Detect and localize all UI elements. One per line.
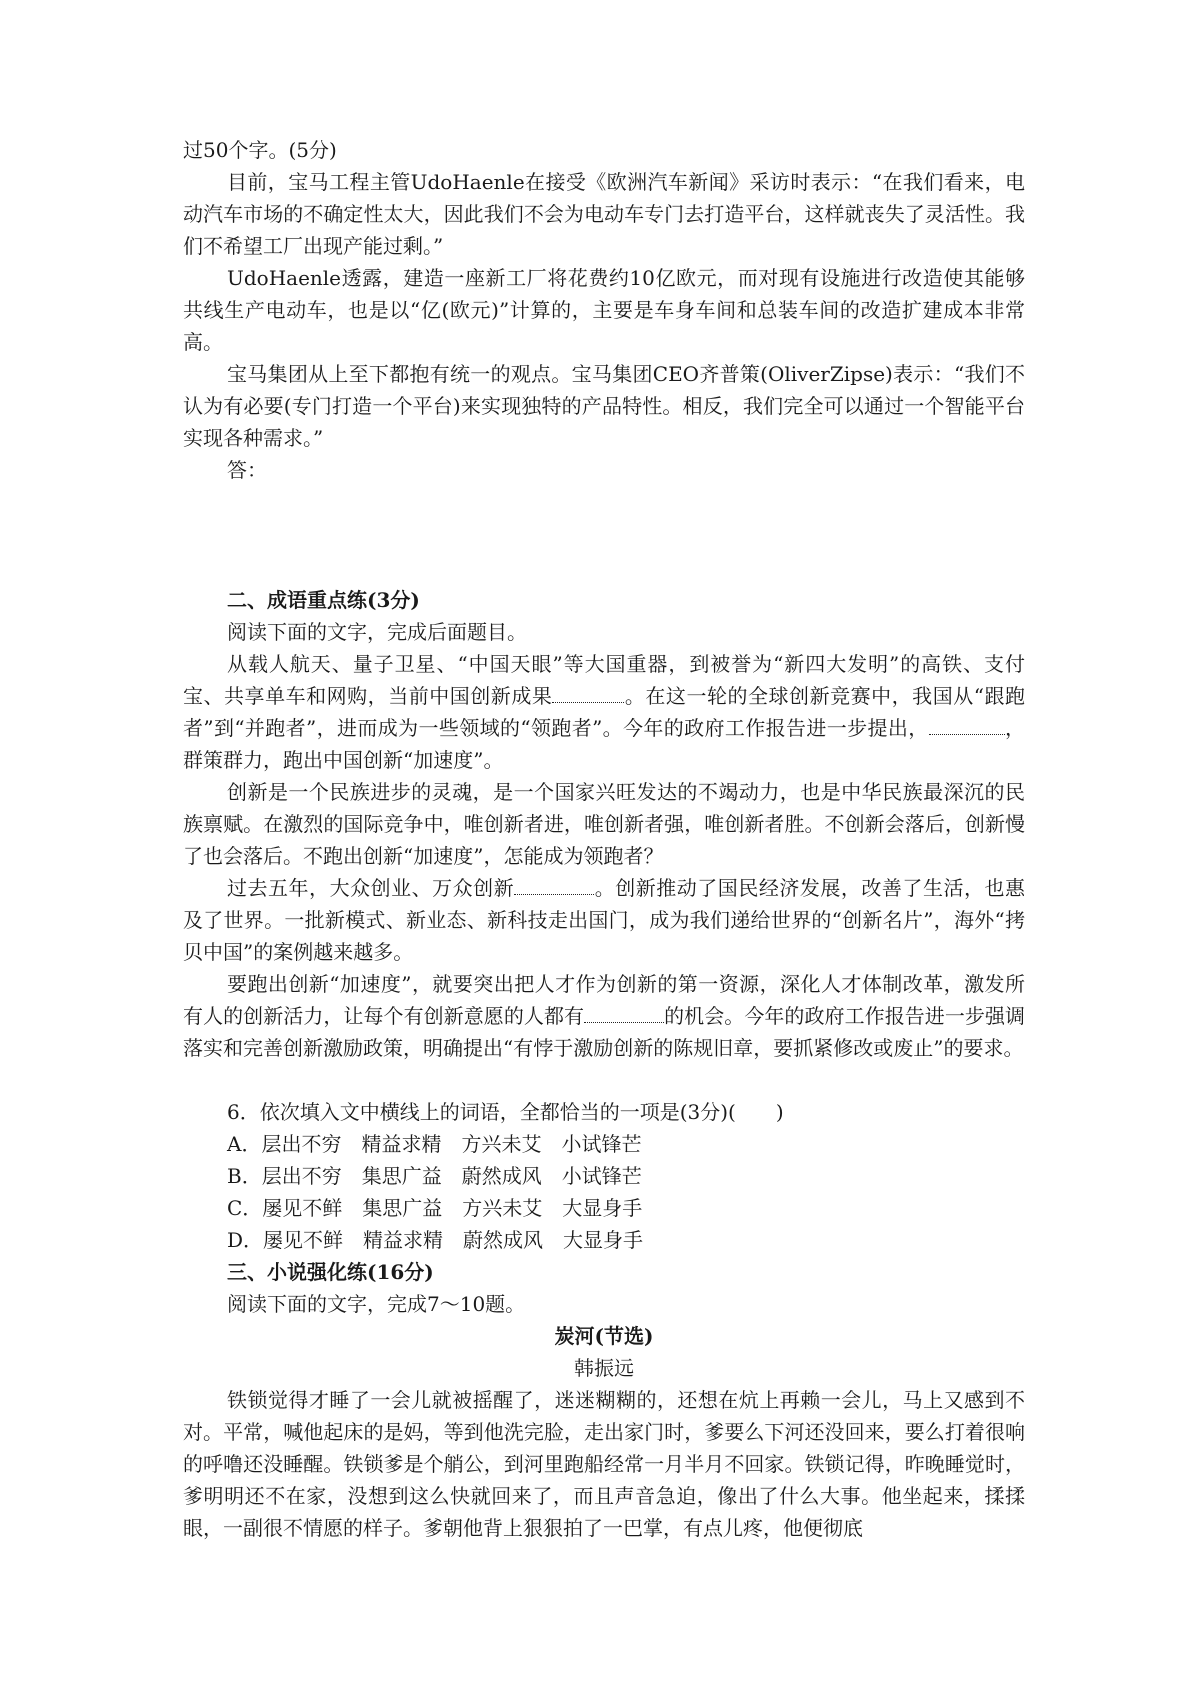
idiom-paragraph-4 [183, 968, 1025, 1064]
option-a: A．层出不穷 精益求精 方兴未艾 小试锋芒 [227, 1132, 642, 1156]
fill-blank-3 [514, 872, 594, 895]
fill-blank-2 [929, 712, 1005, 735]
section-2-instruction: 阅读下面的文字，完成后面题目。 [227, 620, 527, 644]
section-3-instruction: 阅读下面的文字，完成7～10题。 [227, 1292, 526, 1316]
paragraph-text: 的机会。今年的政府工作报告进一步强调落实和完善创新激励政策，明确提出“有悖于激励创新的陈规旧章，要抓紧修改或废止”的要求。 [183, 1004, 1026, 1060]
idiom-paragraph-3 [183, 872, 1025, 968]
story-author: 韩振远 [574, 1356, 634, 1380]
bmw-paragraph-1: 目前，宝马工程主管UdoHaenle在接受《欧洲汽车新闻》采访时表示：“在我们看来，电动汽车市场的不确定性太大，因此我们不会为电动车专门去打造平台，这样就丧失了灵活性。我们不希望工厂出现产能过剩。” [183, 170, 1025, 258]
section-3-title: 三、小说强化练(16分) [227, 1260, 434, 1284]
section-2-title: 二、成语重点练(3分) [227, 588, 420, 612]
answer-label: 答： [227, 458, 267, 482]
bmw-paragraph-2: UdoHaenle透露，建造一座新工厂将花费约10亿欧元，而对现有设施进行改造使其能够共线生产电动车，也是以“亿(欧元)”计算的，主要是车身车间和总装车间的改造扩建成本非常高。 [183, 266, 1025, 354]
fill-blank-1 [552, 680, 624, 703]
option-b: B．层出不穷 集思广益 蔚然成风 小试锋芒 [227, 1164, 642, 1188]
story-paragraph-1: 铁锁觉得才睡了一会儿就被摇醒了，迷迷糊糊的，还想在炕上再赖一会儿，马上又感到不对。平常，喊他起床的是妈，等到他洗完脸，走出家门时，爹要么下河还没回来，要么打着很响的呼噜还没睡醒。铁锁爹是个艄公，到河里跑船经常一月半月不回家。铁锁记得，昨晚睡觉时，爹明明还不在家，没想到这么快就回来了，而且声音急迫，像出了什么大事。他坐起来，揉揉眼，一副很不情愿的样子。爹朝他背上狠狠拍了一巴掌，有点儿疼，他便彻底 [183, 1388, 1025, 1540]
paragraph-text: 。在这一轮的全球创新竞赛中，我国从“跟跑者”到“并跑者”，进而成为一些领域的“领跑者”。今年的政府工作报告进一步提出， [183, 684, 1026, 740]
paragraph-text: 从载人航天、量子卫星、“中国天眼”等大国重器，到被誉为“新四大发明”的高铁、支付宝、共享单车和网购，当前中国创新成果 [183, 652, 1025, 708]
story-title: 炭河(节选) [554, 1324, 654, 1348]
fill-blank-4 [584, 1000, 664, 1023]
idiom-paragraph-2: 创新是一个民族进步的灵魂，是一个国家兴旺发达的不竭动力，也是中华民族最深沉的民族禀赋。在激烈的国际竞争中，唯创新者进，唯创新者强，唯创新者胜。不创新会落后，创新慢了也会落后。不跑出创新“加速度”，怎能成为领跑者？ [183, 780, 1025, 868]
paragraph-text: 要跑出创新“加速度”，就要突出把人才作为创新的第一资源，深化人才体制改革，激发所有人的创新活力，让每个有创新意愿的人都有 [183, 972, 1025, 1028]
bmw-paragraph-3: 宝马集团从上至下都抱有统一的观点。宝马集团CEO齐普策(OliverZipse)表示：“我们不认为有必要(专门打造一个平台)来实现独特的产品特性。相反，我们完全可以通过一个智能平台实现各种需求。” [183, 362, 1025, 450]
idiom-paragraph-1 [183, 648, 1025, 776]
option-c: C．屡见不鲜 集思广益 方兴未艾 大显身手 [227, 1196, 643, 1220]
question-6: 6．依次填入文中横线上的词语，全都恰当的一项是(3分)( ) [227, 1100, 784, 1124]
question-tail: 过50个字。(5分) [183, 138, 337, 162]
paragraph-text: ，群策群力，跑出中国创新“加速度”。 [183, 716, 1026, 772]
option-d: D．屡见不鲜 精益求精 蔚然成风 大显身手 [227, 1228, 644, 1252]
paragraph-text: 。创新推动了国民经济发展，改善了生活，也惠及了世界。一批新模式、新业态、新科技走出国门，成为我们递给世界的“创新名片”，海外“拷贝中国”的案例越来越多。 [183, 876, 1026, 964]
paragraph-text: 过去五年，大众创业、万众创新 [227, 876, 515, 900]
